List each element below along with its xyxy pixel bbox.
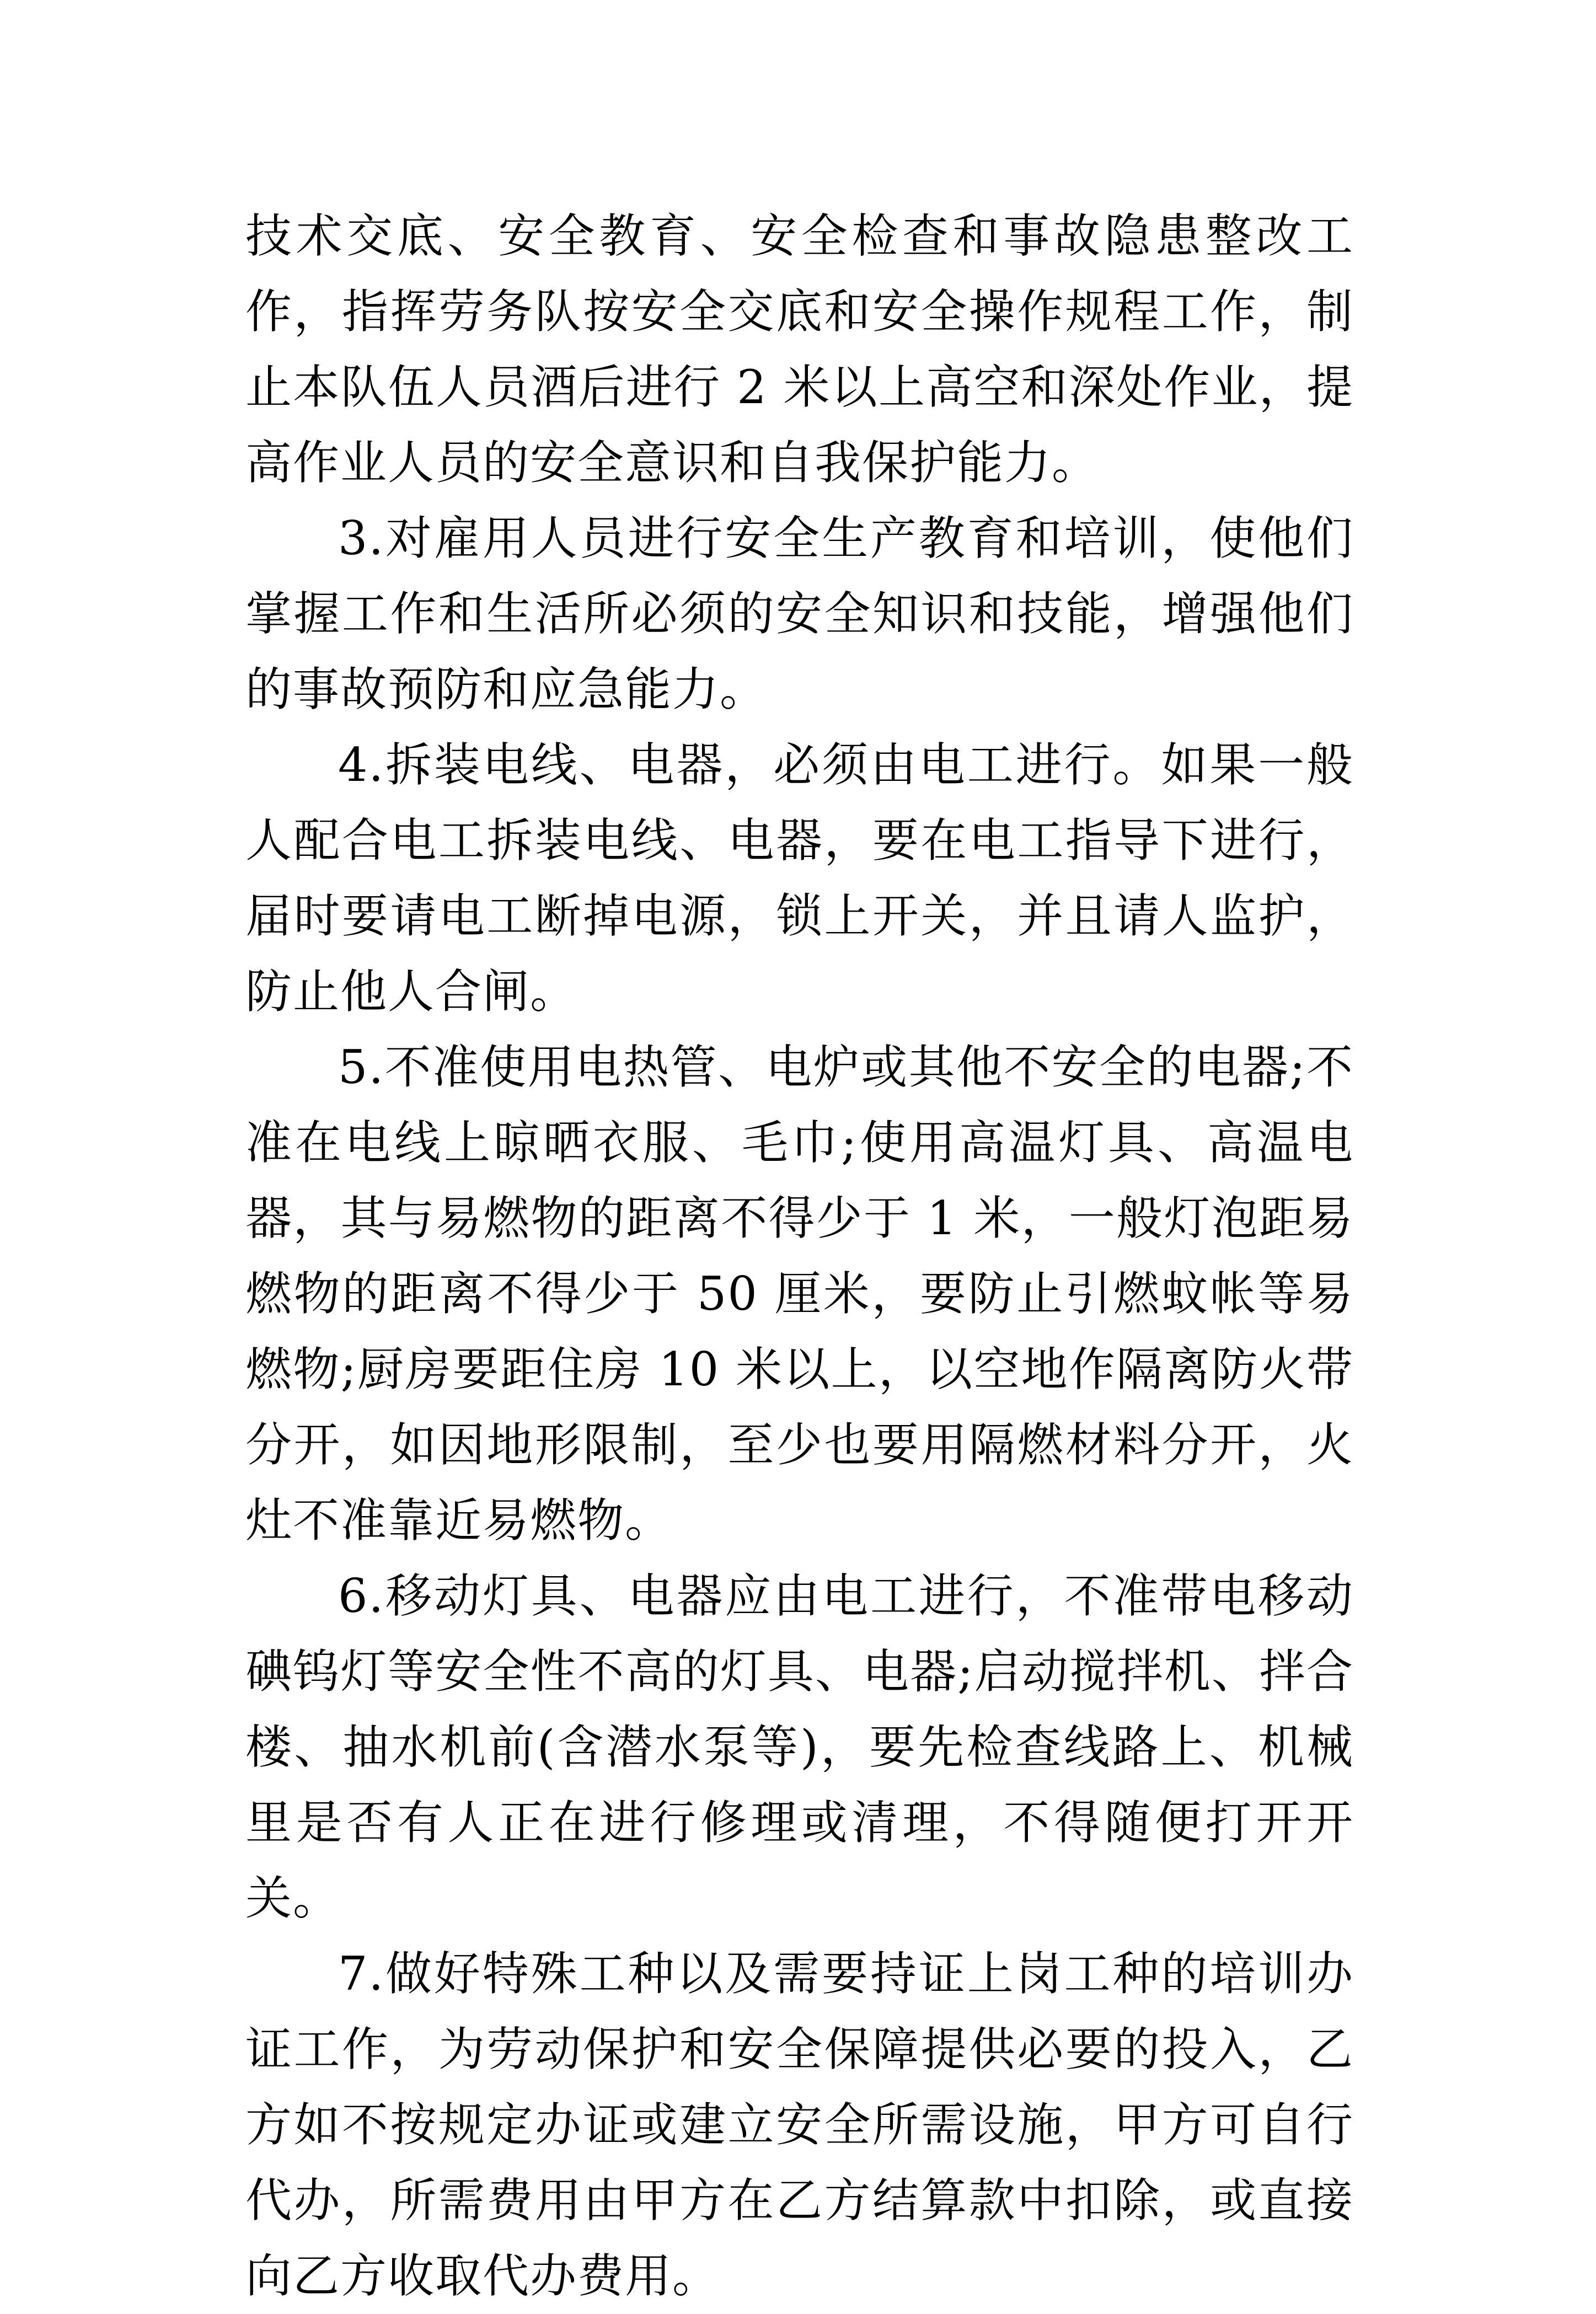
paragraph-item-6: 6.移动灯具、电器应由电工进行，不准带电移动碘钨灯等安全性不高的灯具、电器;启动搅拌机、拌合楼、抽水机前(含潜水泵等)，要先检查线路上、机械里是否有人正在进行修理或清理，不得随便打开开关。 [245, 1569, 1354, 1925]
paragraph-continuation: 技术交底、安全教育、安全检查和事故隐患整改工作，指挥劳务队按安全交底和安全操作规程工作，制止本队伍人员酒后进行 2 米以上高空和深处作业，提高作业人员的安全意识和自我保护能力。 [245, 209, 1354, 490]
paragraph-item-3: 3.对雇用人员进行安全生产教育和培训，使他们掌握工作和生活所必须的安全知识和技能，增强他们的事故预防和应急能力。 [245, 511, 1354, 716]
paragraph-item-4: 4.拆装电线、电器，必须由电工进行。如果一般人配合电工拆装电线、电器，要在电工指导下进行，届时要请电工断掉电源，锁上开关，并且请人监护，防止他人合闸。 [245, 738, 1354, 1019]
document-body [245, 199, 1354, 2314]
paragraph-item-7: 7.做好特殊工种以及需要持证上岗工种的培训办证工作，为劳动保护和安全保障提供必要的投入，乙方如不按规定办证或建立安全所需设施，甲方可自行代办，所需费用由甲方在乙方结算款中扣除，或直接向乙方收取代办费用。 [245, 1947, 1354, 2303]
paragraph-item-5: 5.不准使用电热管、电炉或其他不安全的电器;不准在电线上晾晒衣服、毛巾;使用高温灯具、高温电器，其与易燃物的距离不得少于 1 米，一般灯泡距易燃物的距离不得少于 50 厘米，要防止引燃蚊帐等易燃物;厨房要距住房 10 米以上，以空地作隔离防火带分开，如因地形限制，至少也要用隔燃材料分开，火灶不准靠近易燃物。 [245, 1040, 1354, 1547]
